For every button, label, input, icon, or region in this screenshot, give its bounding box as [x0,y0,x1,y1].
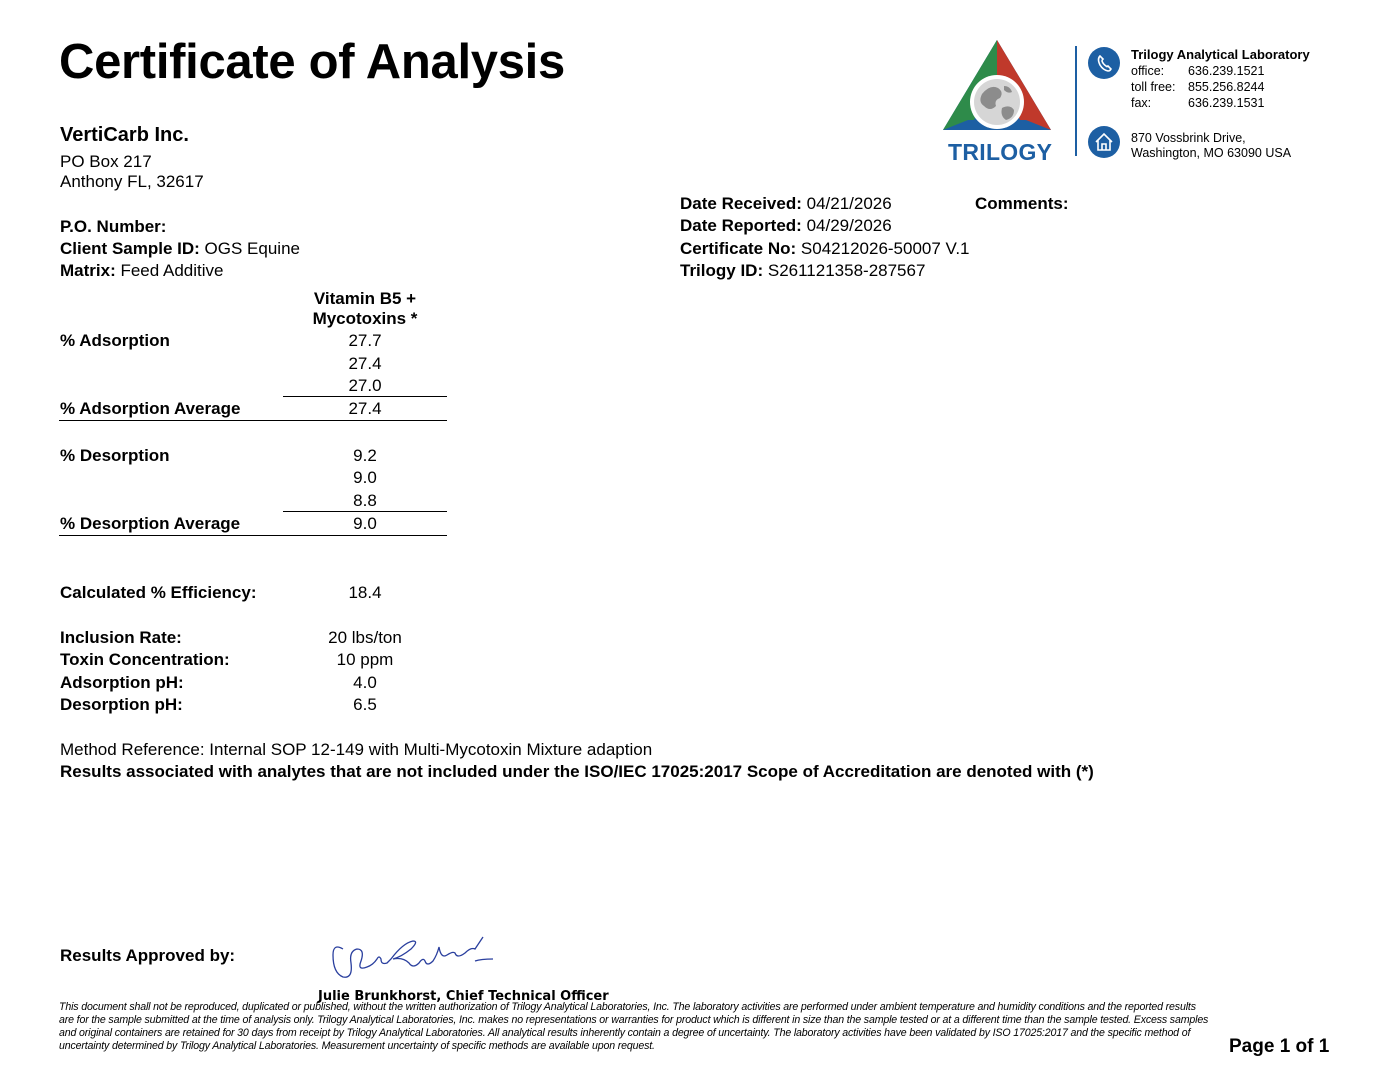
matrix-value: Feed Additive [120,261,224,280]
efficiency-value: 18.4 [348,583,382,602]
lab-office-label: office: [1131,64,1165,78]
lab-office-value: 636.239.1521 [1188,64,1265,78]
client-sample-id-value: OGS Equine [204,239,300,258]
comments-label: Comments: [975,194,1069,213]
desorption-ph-label: Desorption pH: [60,695,183,714]
page-title: Certificate of Analysis [59,35,565,89]
desorption-average-value: 9.0 [353,514,377,533]
lab-address-line2: Washington, MO 63090 USA [1131,146,1292,160]
client-sample-id-row [60,239,300,259]
desorption-average-line [59,535,447,536]
lab-divider [1075,46,1077,156]
desorption-label: % Desorption [60,446,170,465]
lab-fax-value: 636.239.1531 [1188,96,1265,110]
matrix-label: Matrix: [60,261,116,280]
adsorption-value: 27.4 [348,354,382,373]
client-address-line1: PO Box 217 [60,152,152,171]
adsorption-ph-label: Adsorption pH: [60,673,184,692]
desorption-average-label: % Desorption Average [60,514,241,533]
trilogy-logo [938,38,1056,168]
adsorption-average-line [59,420,447,421]
trilogy-id-value: S261121358-287567 [767,261,926,280]
certificate-no-value: S04212026-50007 V.1 [800,239,970,258]
desorption-value: 8.8 [353,491,377,510]
lab-tollfree-label: toll free: [1131,80,1176,94]
results-column-header-line2: Mycotoxins * [312,309,418,328]
page-number: Page 1 of 1 [1229,1036,1330,1057]
po-number-label: P.O. Number: [60,217,167,236]
signatory-name: Julie Brunkhorst, Chief Technical Officer [318,989,609,1004]
desorption-ph-value: 6.5 [353,695,377,714]
client-address-line2: Anthony FL, 32617 [60,172,204,191]
date-received-label: Date Received: [680,194,802,213]
home-icon [1088,126,1120,158]
toxin-concentration-label: Toxin Concentration: [60,650,230,669]
certificate-no-label: Certificate No: [680,239,797,258]
results-column-header-line1: Vitamin B5 + [313,289,417,308]
adsorption-value: 27.0 [348,376,382,395]
date-received-row [680,194,892,214]
client-name: VertiCarb Inc. [60,124,189,146]
trilogy-logo-text: TRILOGY [948,139,1053,165]
desorption-value: 9.0 [353,468,377,487]
date-reported-value: 04/29/2026 [806,216,892,235]
lab-name: Trilogy Analytical Laboratory [1131,47,1310,62]
lab-fax-label: fax: [1131,96,1152,110]
accreditation-note: Results associated with analytes that are not included under the ISO/IEC 17025:2017 Scope of Accreditation are denoted with (*) [60,762,1094,781]
adsorption-average-value: 27.4 [348,399,382,418]
toxin-concentration-value: 10 ppm [336,650,394,669]
trilogy-id-row [680,261,925,281]
date-reported-label: Date Reported: [680,216,802,235]
inclusion-rate-label: Inclusion Rate: [60,628,182,647]
inclusion-rate-value: 20 lbs/ton [328,628,402,647]
adsorption-sum-line [283,396,447,397]
adsorption-ph-value: 4.0 [353,673,377,692]
approved-by-label: Results Approved by: [60,946,236,965]
signature [325,935,505,991]
certificate-no-row [680,239,970,259]
trilogy-id-label: Trilogy ID: [680,261,764,280]
date-reported-row [680,216,892,236]
client-sample-id-label: Client Sample ID: [60,239,200,258]
lab-address-line1: 870 Vossbrink Drive, [1131,131,1246,145]
desorption-value: 9.2 [353,446,377,465]
date-received-value: 04/21/2026 [806,194,892,213]
po-number-row [60,217,166,237]
matrix-row [60,261,223,281]
adsorption-average-label: % Adsorption Average [60,399,241,418]
phone-icon [1088,47,1120,79]
lab-tollfree-value: 855.256.8244 [1188,80,1265,94]
method-reference: Method Reference: Internal SOP 12-149 with Multi-Mycotoxin Mixture adaption [60,740,653,759]
adsorption-value: 27.7 [348,331,382,350]
adsorption-label: % Adsorption [60,331,170,350]
desorption-sum-line [283,511,447,512]
footer-disclaimer: This document shall not be reproduced, duplicated or published, without the written authorization of Trilogy Analytical Laboratories, Inc. The laboratory activities are performed under ambient temperature and humidity conditions and the reported results are for the sample submitted at the time of analysis only. Trilogy Analytical Laboratories, Inc. makes no representations or warranties for product which is different in size than the sample tested or at a different time than the sample tested. Excess samples and original containers are retained for 30 days from receipt by Trilogy Analytical Laboratories. All analytical results inherently contain a degree of uncertainty. The laboratory activities have been validated by ISO 17025:2017 and the specific method of uncertainty determined by Trilogy Analytical Laboratories. Measurement uncertainty of specific methods are available upon request. [59,1001,1209,1052]
efficiency-label: Calculated % Efficiency: [60,583,257,602]
